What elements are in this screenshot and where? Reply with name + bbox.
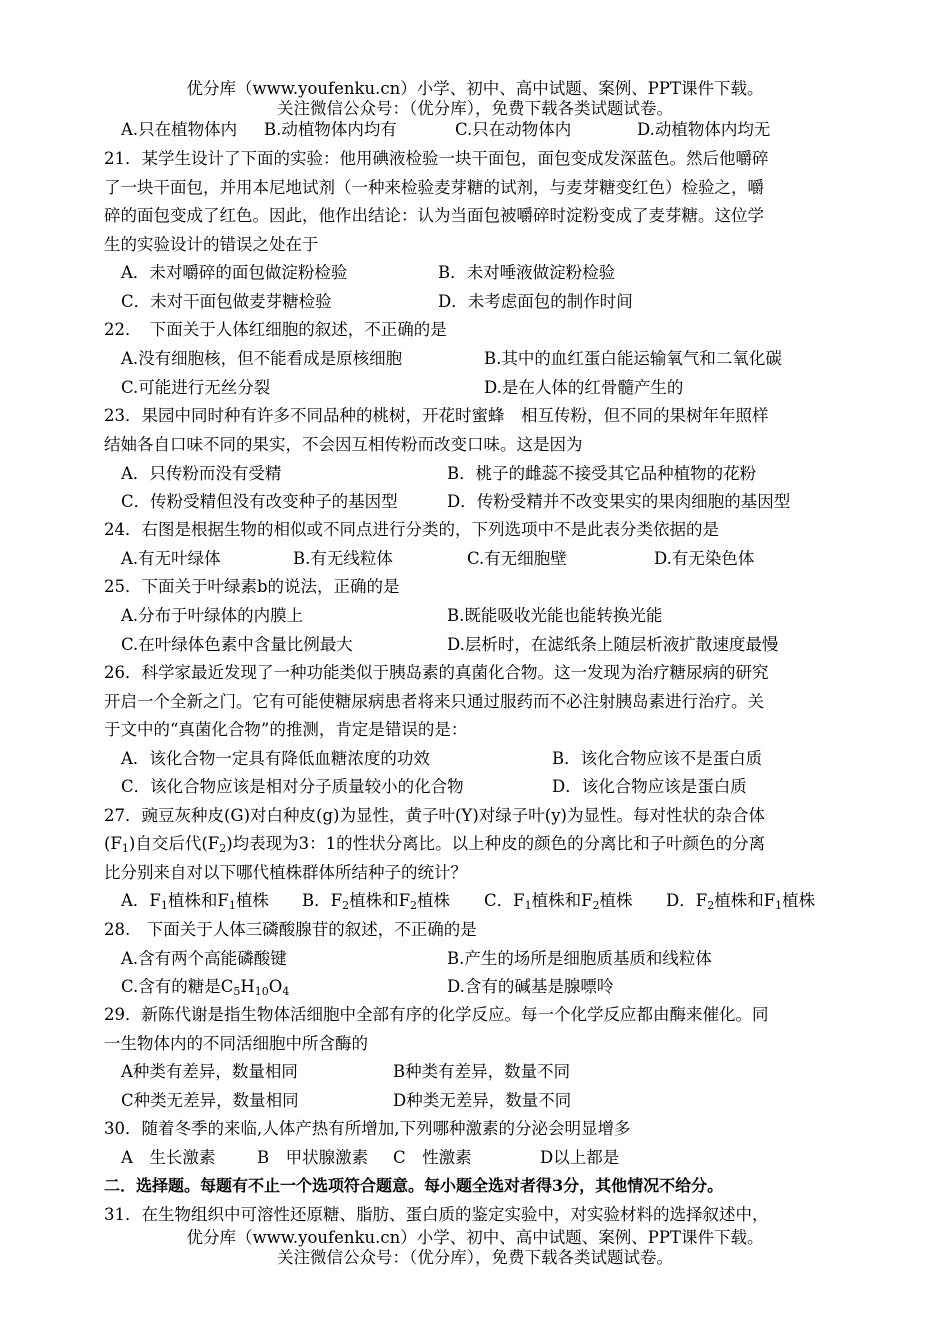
- q23-option-a: A．只传粉而没有受精: [121, 464, 282, 483]
- header-line-2: 关注微信公众号：（优分库），免费下载各类试题试卷。: [277, 99, 673, 118]
- q22-option-a: A.没有细胞核，但不能看成是原核细胞: [121, 349, 403, 368]
- q28-option-d: D.含有的碱基是腺嘌呤: [447, 977, 614, 996]
- q21-stem-line: 了一块干面包，并用本尼地试剂（一种来检验麦芽糖的试剂，与麦芽糖变红色）检验之，嚼: [104, 178, 764, 197]
- q24-option-a: A.有无叶绿体: [121, 549, 221, 568]
- q25-option-c: C.在叶绿体色素中含量比例最大: [121, 635, 353, 654]
- q26-stem-line: 26．科学家最近发现了一种功能类似于胰岛素的真菌化合物。这一发现为治疗糖尿病的研究: [104, 663, 769, 682]
- q26-stem-line: 于文中的“真菌化合物”的推测，肯定是错误的是：: [104, 720, 468, 739]
- q29-stem-line: 一生物体内的不同活细胞中所含酶的: [104, 1034, 368, 1053]
- q24-option-d: D.有无染色体: [654, 549, 755, 568]
- q26-option-c: C．该化合物应该是相对分子质量较小的化合物: [121, 777, 464, 796]
- q28-option-c: C.含有的糖是$C_5H_{10}O_4$: [121, 977, 290, 998]
- q23-option-b: B．桃子的雌蕊不接受其它品种植物的花粉: [447, 464, 757, 483]
- q25-option-d: D.层析时，在滤纸条上随层析液扩散速度最慢: [447, 635, 779, 654]
- q27-option-b: B．$F_2$植株和$F_2$植株: [302, 891, 451, 912]
- q28-stem-line: 28. 下面关于人体三磷酸腺苷的叙述，不正确的是: [104, 920, 477, 939]
- q21-option-d: D．未考虑面包的制作时间: [438, 292, 633, 311]
- q26-option-b: B．该化合物应该不是蛋白质: [552, 749, 763, 768]
- q23-stem-line: 结妯各自口味不同的果实，不会因互相传粉而改变口味。这是因为: [104, 435, 583, 454]
- q30-stem-line: 30．随着冬季的来临,人体产热有所增加,下列哪种激素的分泌会明显增多: [104, 1119, 631, 1138]
- q27-option-d: D．$F_2$植株和$F_1$植株: [666, 891, 816, 912]
- q22-option-d: D.是在人体的红骨髓产生的: [484, 378, 684, 397]
- q27-option-c: C．$F_1$植株和$F_2$植株: [484, 891, 633, 912]
- header-line-1: 优分库（www.youfenku.cn）小学、初中、高中试题、案例、PPT课件下载。: [186, 79, 764, 98]
- q23-option-c: C．传粉受精但没有改变种子的基因型: [121, 492, 398, 511]
- footer-line-1: 优分库（www.youfenku.cn）小学、初中、高中试题、案例、PPT课件下载。: [186, 1228, 764, 1247]
- section-2-heading: 二．选择题。每题有不止一个选项符合题意。每小题全选对者得3分，其他情况不给分。: [104, 1176, 724, 1195]
- q31-stem-line: 31．在生物组织中可溶性还原糖、脂肪、蛋白质的鉴定实验中，对实验材料的选择叙述中，: [104, 1205, 769, 1224]
- q25-stem-line: 25．下面关于叶绿素b的说法，正确的是: [104, 577, 400, 596]
- q27-stem-line: $(F_1)$自交后代$(F_2)$均表现为3：1的性状分离比。以上种皮的颜色的分离比和子叶颜色的分离: [104, 834, 766, 855]
- q21-option-c: C．未对干面包做麦芽糖检验: [121, 292, 332, 311]
- q22-stem-line: 22． 下面关于人体红细胞的叙述，不正确的是: [104, 320, 447, 339]
- q26-stem-line: 开启一个全新之门。它有可能使糖尿病患者将来只通过服药而不必注射胰岛素进行治疗。关: [104, 692, 764, 711]
- q21-stem-line: 生的实验设计的错误之处在于: [104, 235, 319, 254]
- q30-option-a: A 生长激素: [121, 1148, 216, 1167]
- q26-option-d: D．该化合物应该是蛋白质: [552, 777, 747, 796]
- q30-option-c: C 性激素: [393, 1148, 472, 1167]
- q28-option-a: A.含有两个高能磷酸键: [121, 949, 287, 968]
- q23-stem-line: 23．果园中同时种有许多不同品种的桃树，开花时蜜蜂 相互传粉，但不同的果树年年照样: [104, 406, 769, 425]
- q27-stem-line: 27．豌豆灰种皮(G)对白种皮(g)为显性，黄子叶(Y)对绿子叶(y)为显性。每对性状的杂合体: [104, 806, 765, 825]
- q20-option-b: B.动植物体内均有: [264, 120, 397, 139]
- q20-option-d: D.动植物体内均无: [637, 120, 771, 139]
- q21-stem-line: 碎的面包变成了红色。因此，他作出结论：认为当面包被嚼碎时淀粉变成了麦芽糖。这位学: [104, 206, 764, 225]
- q29-stem-line: 29．新陈代谢是指生物体活细胞中全部有序的化学反应。每一个化学反应都由酶来催化。同: [104, 1005, 769, 1024]
- q21-option-a: A．未对嚼碎的面包做淀粉检验: [121, 263, 348, 282]
- q20-option-a: A.只在植物体内: [121, 120, 238, 139]
- q26-option-a: A．该化合物一定具有降低血糖浓度的功效: [121, 749, 430, 768]
- q22-option-b: B.其中的血红蛋白能运输氧气和二氧化碳: [484, 349, 782, 368]
- q24-stem-line: 24．右图是根据生物的相似或不同点进行分类的，下列选项中不是此表分类依据的是: [104, 520, 719, 539]
- q30-option-d: D以上都是: [540, 1148, 620, 1167]
- q29-option-d: D种类无差异，数量不同: [393, 1091, 572, 1110]
- q27-option-a: A．$F_1$植株和$F_1$植株: [121, 891, 269, 912]
- q23-option-d: D．传粉受精并不改变果实的果肉细胞的基因型: [447, 492, 791, 511]
- q28-option-b: B.产生的场所是细胞质基质和线粒体: [447, 949, 712, 968]
- q24-option-b: B.有无线粒体: [293, 549, 393, 568]
- q29-option-a: A种类有差异，数量相同: [121, 1062, 298, 1081]
- q30-option-b: B 甲状腺激素: [257, 1148, 369, 1167]
- q21-option-b: B．未对唾液做淀粉检验: [438, 263, 616, 282]
- q20-option-c: C.只在动物体内: [455, 120, 572, 139]
- q27-stem-line: 比分别来自对以下哪代植株群体所结种子的统计？: [104, 863, 467, 882]
- q29-option-b: B种类有差异，数量不同: [393, 1062, 571, 1081]
- footer-line-2: 关注微信公众号：（优分库），免费下载各类试题试卷。: [277, 1248, 673, 1267]
- q21-stem-line: 21．某学生设计了下面的实验：他用碘液检验一块干面包，面包变成发深蓝色。然后他嚼碎: [104, 149, 769, 168]
- q25-option-a: A.分布于叶绿体的内膜上: [121, 606, 304, 625]
- q22-option-c: C.可能进行无丝分裂: [121, 378, 271, 397]
- q24-option-c: C.有无细胞壁: [467, 549, 567, 568]
- q25-option-b: B.既能吸收光能也能转换光能: [447, 606, 663, 625]
- q29-option-c: C种类无差异，数量相同: [121, 1091, 299, 1110]
